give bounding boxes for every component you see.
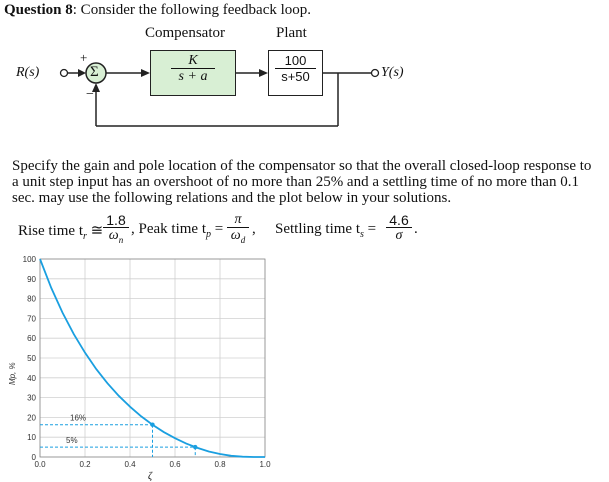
relations-period: . [414, 221, 418, 237]
chart-x-label: ζ [148, 471, 153, 482]
sum-symbol: Σ [90, 64, 99, 80]
y-tick-label: 90 [27, 274, 36, 284]
peak-time-label: , Peak time $t_p$ = [131, 221, 224, 240]
rise-time-fraction: $\frac{1.8}{\omega_n}$ [103, 213, 129, 248]
x-tick-label: 0.8 [214, 460, 226, 469]
x-tick-label: 1.0 [259, 460, 271, 469]
y-tick-label: 80 [27, 294, 36, 304]
y-tick-label: 70 [27, 314, 36, 324]
problem-paragraph: Specify the gain and pole location of the compensator so that the overall closed-loop response to a unit step input has an overshoot of no more than 25% and a settling time of no more than 0.1 sec. may use the following relations and the plot below in your solutions. [12, 158, 592, 206]
overshoot-chart [0, 255, 300, 482]
settling-time-label: Settling time $t_s$ = [275, 221, 377, 240]
annotation-label: 5% [66, 436, 78, 446]
plus-sign: + [80, 50, 88, 65]
y-tick-label: 40 [27, 373, 36, 383]
compensator-numerator: K [171, 54, 215, 69]
y-tick-label: 50 [27, 354, 36, 363]
relations [0, 208, 609, 256]
x-tick-label: 0.4 [124, 460, 136, 469]
minus-sign: − [86, 87, 94, 102]
annotation-label: 16% [70, 413, 87, 423]
plant-tf [269, 54, 322, 84]
question-number: Question 8 [4, 2, 73, 18]
compensator-block [150, 50, 236, 96]
y-tick-label: 60 [27, 334, 36, 344]
y-tick-label: 20 [27, 413, 36, 423]
output-label: Y(s) [381, 65, 404, 80]
settling-time-fraction: $\frac{4.6}{\sigma}$ [386, 213, 412, 243]
y-tick-label: 0 [31, 453, 36, 462]
y-tick-label: 100 [22, 255, 36, 264]
chart-y-label: Mp, % [8, 362, 17, 385]
plant-numerator: 100 [275, 54, 316, 69]
x-tick-label: 0.2 [79, 460, 91, 469]
compensator-label: Compensator [145, 25, 225, 41]
plant-denominator: s+50 [281, 69, 310, 84]
rise-time-label: Rise time $t_r$ ≅ [18, 223, 104, 242]
x-tick-label: 0.6 [169, 460, 181, 469]
plant-block [268, 50, 323, 96]
compensator-denominator: s + a [178, 69, 208, 84]
chart-plot [0, 255, 300, 482]
block-diagram [0, 0, 609, 150]
plant-label: Plant [276, 25, 307, 41]
y-tick-label: 30 [27, 393, 36, 403]
peak-time-fraction: $\frac{\pi}{\omega_d}$ [227, 213, 249, 248]
x-tick-label: 0.0 [34, 460, 46, 469]
relations-comma: , [252, 221, 256, 237]
compensator-tf [151, 54, 235, 84]
y-tick-label: 10 [27, 433, 36, 443]
input-label: R(s) [16, 65, 40, 80]
question-prompt: : Consider the following feedback loop. [72, 2, 312, 18]
